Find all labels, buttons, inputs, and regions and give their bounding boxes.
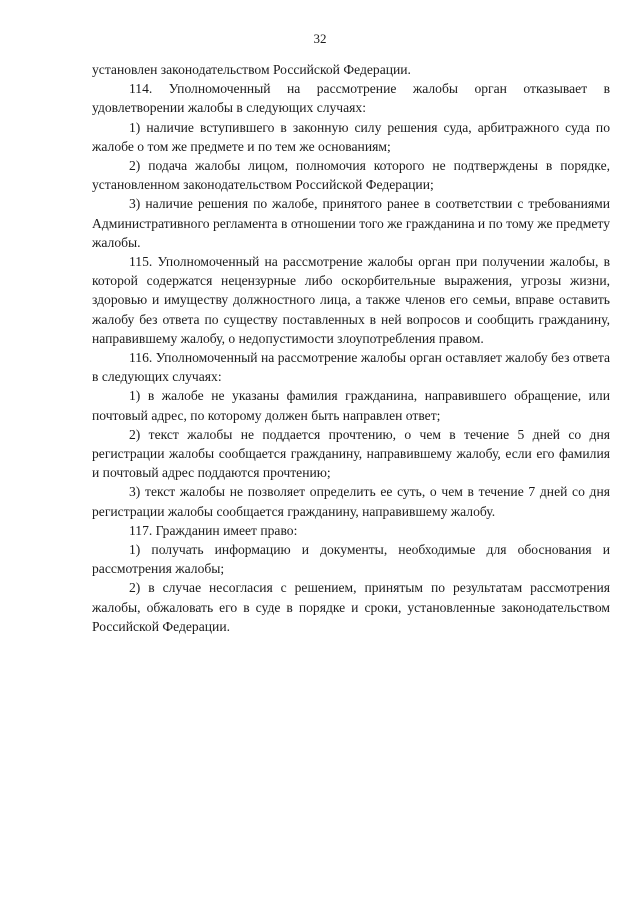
paragraph-116-item-2: 2) текст жалобы не поддается прочтению, о чем в течение 5 дней со дня регистрации жалобы сообщается гражданину, направившему жалобу, если его фамилия и почтовый адрес поддаются прочтению; <box>92 426 610 481</box>
paragraph-continuation: установлен законодательством Российской Федерации. <box>92 62 411 77</box>
paragraph-115: 115. Уполномоченный на рассмотрение жалобы орган при получении жалобы, в которой содержатся нецензурные либо оскорбительные выражения, угрозы жизни, здоровью и имуществу должностного лица, а также членов его семьи, вправе оставить жалобу без ответа по существу поставленных в ней вопросов и сообщить гражданину, направившему жалобу, о недопустимости злоупотребления правом. <box>92 254 610 346</box>
paragraph-114-item-2: 2) подача жалобы лицом, полномочия которого не подтверждены в порядке, установленном законодательством Российской Федерации; <box>92 158 610 193</box>
paragraph-117-item-1: 1) получать информацию и документы, необходимые для обоснования и рассмотрения жалобы; <box>92 542 610 577</box>
paragraph-116: 116. Уполномоченный на рассмотрение жалобы орган оставляет жалобу без ответа в следующих случаях: <box>92 350 610 385</box>
paragraph-114-item-3: 3) наличие решения по жалобе, принятого ранее в соответствии с требованиями Административного регламента в отношении того же гражданина и по тому же предмету жалобы. <box>92 196 610 250</box>
paragraph-116-item-1: 1) в жалобе не указаны фамилия гражданина, направившего обращение, или почтовый адрес, по которому должен быть направлен ответ; <box>92 388 610 423</box>
paragraph-117: 117. Гражданин имеет право: <box>129 522 298 538</box>
paragraph-114-item-1: 1) наличие вступившего в законную силу решения суда, арбитражного суда по жалобе о том же предмете и по тем же основаниям; <box>92 119 610 154</box>
document-body <box>92 60 610 636</box>
page-number: 32 <box>313 31 327 46</box>
paragraph-117-item-2: 2) в случае несогласия с решением, принятым по результатам рассмотрения жалобы, обжаловать его в суде в порядке и сроки, установленные законодательством Российской Федерации. <box>92 580 610 634</box>
paragraph-114: 114. Уполномоченный на рассмотрение жалобы орган отказывает в удовлетворении жалобы в следующих случаях: <box>92 81 610 116</box>
paragraph-116-item-3: 3) текст жалобы не позволяет определить ее суть, о чем в течение 7 дней со дня регистрации жалобы сообщается гражданину, направившему жалобу. <box>92 484 610 519</box>
